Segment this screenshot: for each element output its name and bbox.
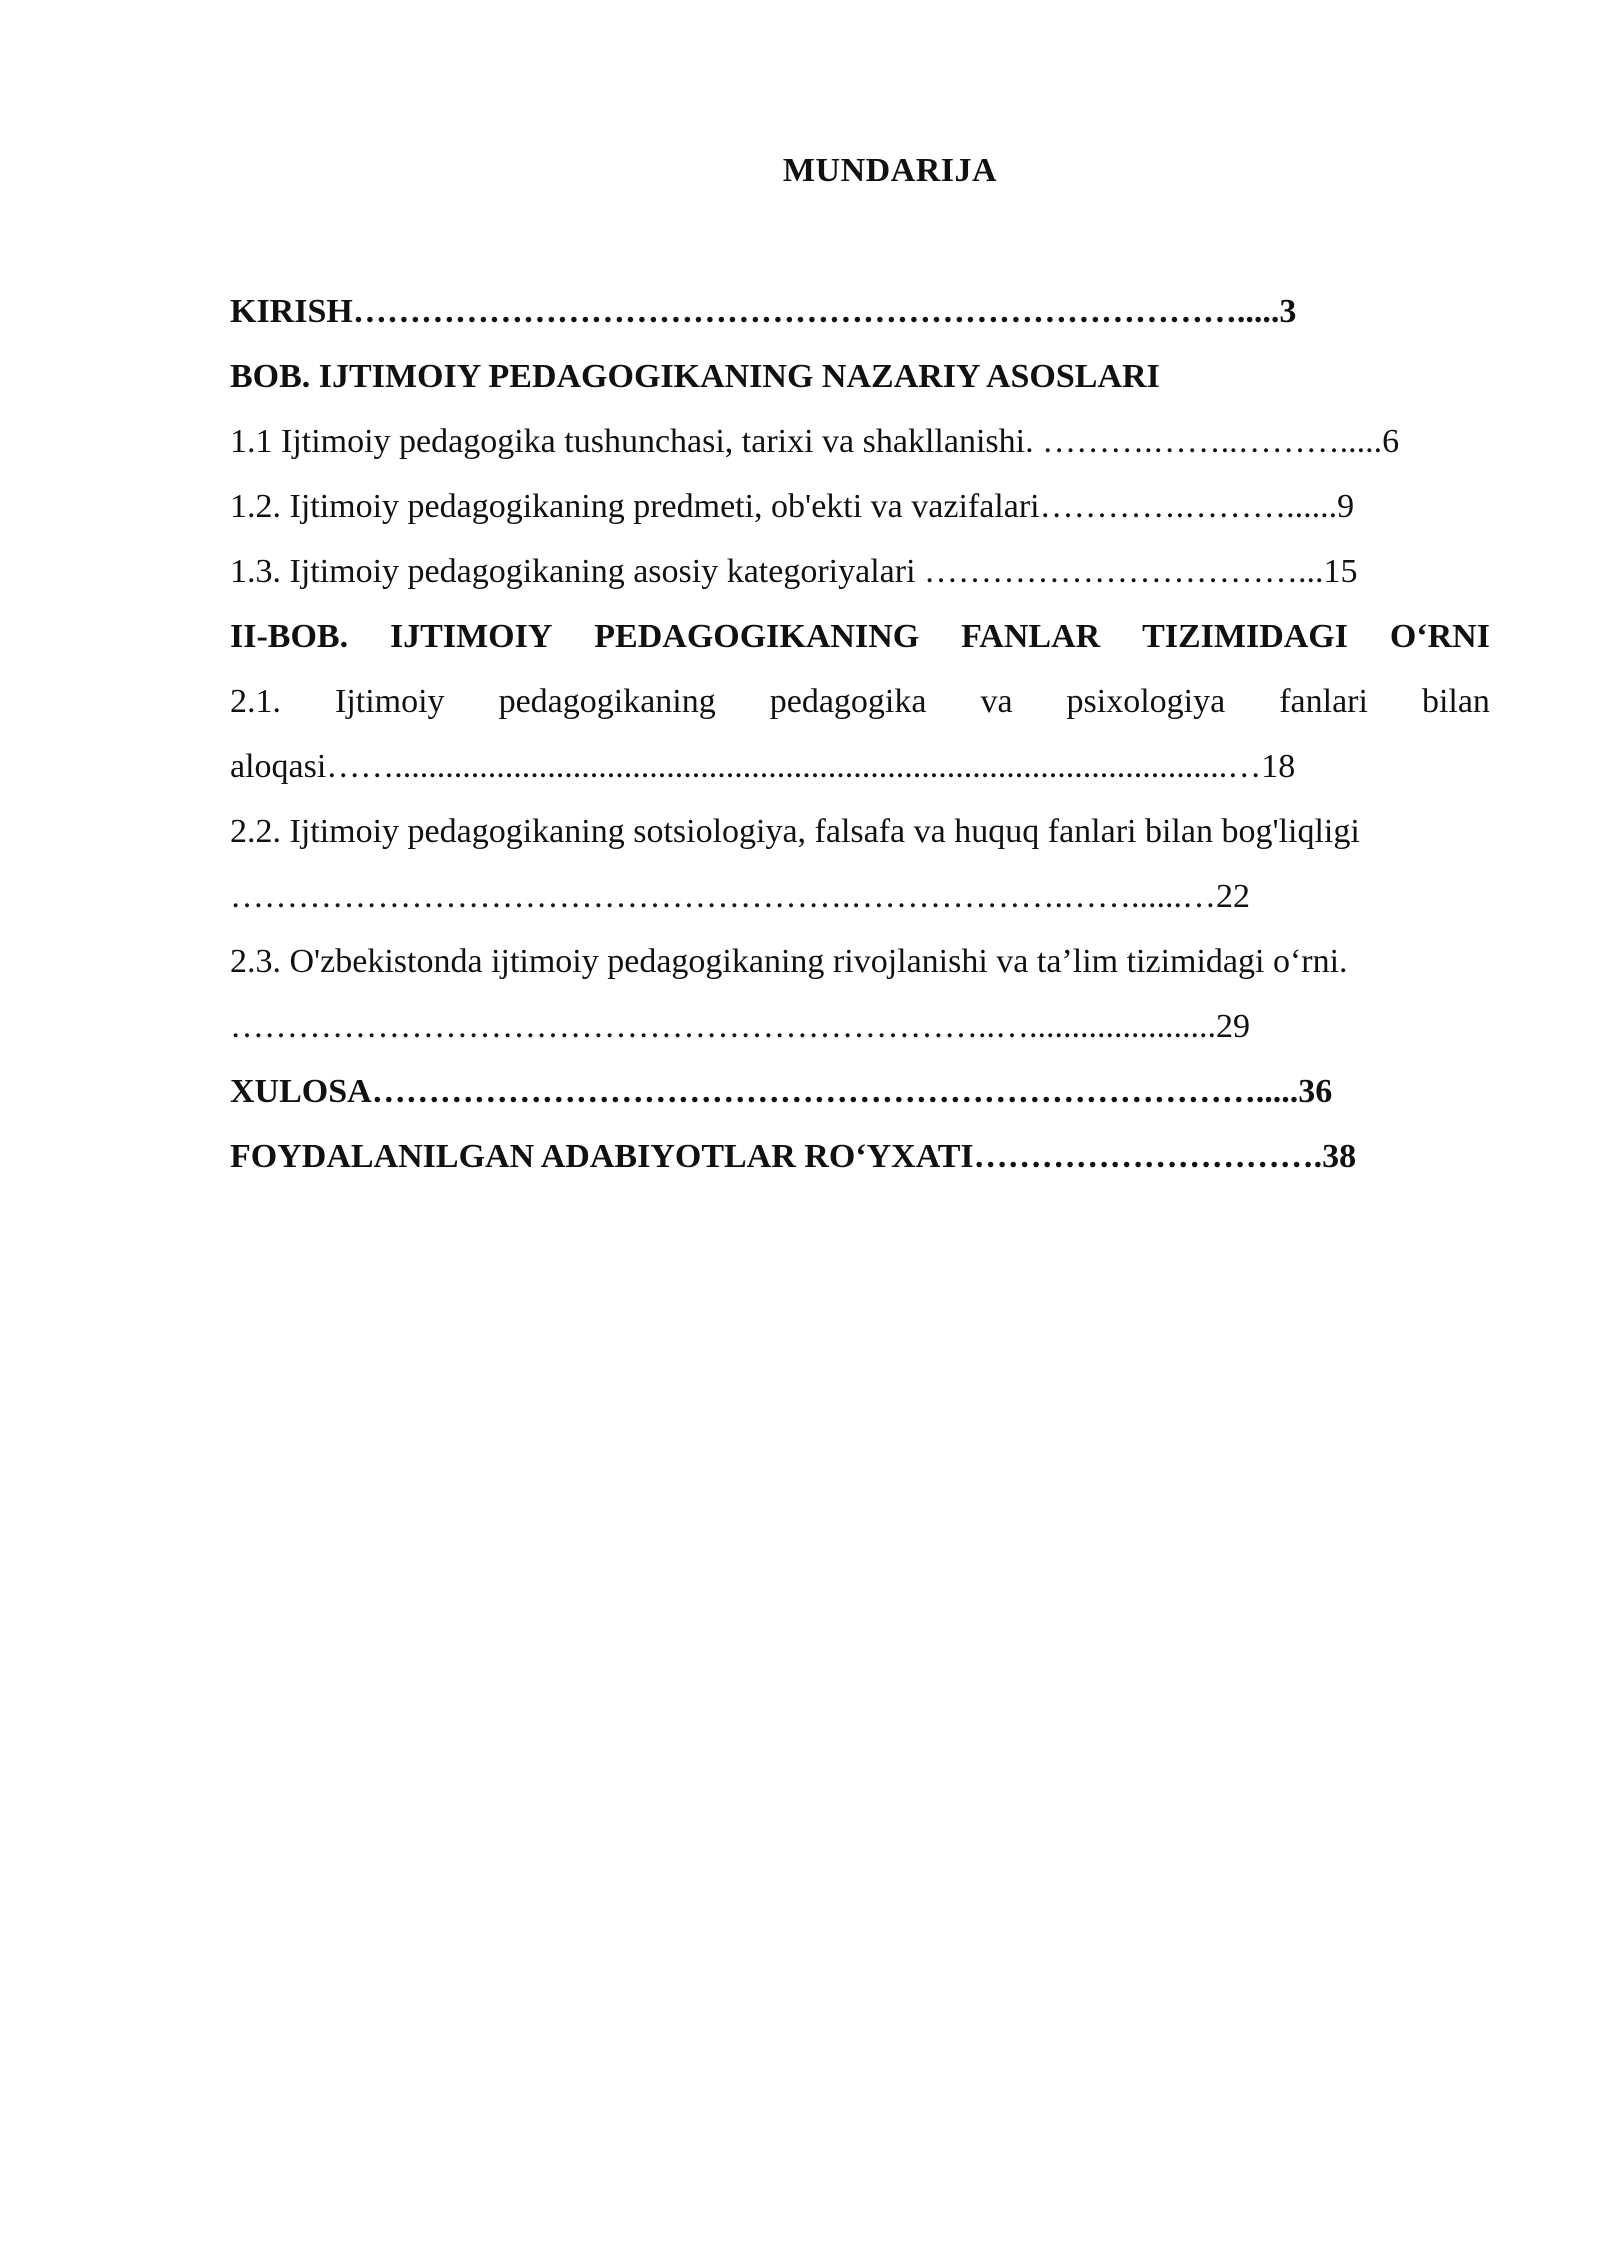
- toc-entry-bibliography: FOYDALANILGAN ADABIYOTLAR RO‘YXATI………………………….38: [230, 1138, 1357, 1175]
- entry-word: 2.1.: [230, 683, 281, 720]
- toc-entry-1-1: 1.1 Ijtimoiy pedagogika tushunchasi, tarixi va shakllanishi. ……….……..……….....6: [230, 423, 1400, 460]
- entry-word: pedagogika: [769, 683, 927, 720]
- heading-word: II-BOB.: [230, 618, 349, 655]
- page-title: MUNDARIJA: [782, 152, 998, 189]
- toc-entry-2-2-line-1: 2.2. Ijtimoiy pedagogikaning sotsiologiya, falsafa va huquq fanlari bilan bog'liqligi: [230, 813, 1360, 850]
- toc-entry-2-2-line-2: ……………………………………………….……………….……......…22: [230, 878, 1250, 915]
- heading-word: O‘RNI: [1389, 618, 1490, 655]
- toc-entry-1-2: 1.2. Ijtimoiy pedagogikaning predmeti, ob'ekti va vazifalari………….………......9: [230, 488, 1355, 525]
- heading-word: TIZIMIDAGI: [1142, 618, 1348, 655]
- heading-word: FANLAR: [961, 618, 1101, 655]
- toc-entry-xulosa: XULOSA…………………………………………………………………….....36: [230, 1073, 1333, 1110]
- toc-entry-2-3-line-2: …………………………………………………………..…......................29: [230, 1008, 1250, 1045]
- entry-word: bilan: [1421, 683, 1490, 720]
- entry-word: va: [980, 683, 1013, 720]
- toc-entry-2-1-line-2: aloqasi……..................................................................................................…18: [230, 748, 1296, 785]
- toc-entry-2-1-line-1: [230, 669, 1490, 734]
- entry-word: psixologiya: [1066, 683, 1226, 720]
- heading-word: IJTIMOIY: [389, 618, 553, 655]
- entry-word: fanlari: [1279, 683, 1368, 720]
- toc-entry-1-3: 1.3. Ijtimoiy pedagogikaning asosiy kategoriyalari ……………………………...15: [230, 553, 1358, 590]
- entry-word: pedagogikaning: [498, 683, 716, 720]
- toc-chapter-1-heading: BOB. IJTIMOIY PEDAGOGIKANING NAZARIY ASOSLARI: [230, 358, 1160, 395]
- toc-entry-2-3-line-1: 2.3. O'zbekistonda ijtimoiy pedagogikaning rivojlanishi va ta’lim tizimidagi o‘rni.: [230, 943, 1348, 980]
- toc-chapter-2-heading: [230, 604, 1490, 669]
- heading-word: PEDAGOGIKANING: [594, 618, 920, 655]
- table-of-contents: [230, 279, 1490, 1189]
- toc-entry-kirish: KIRISH…………………………………………………………………….....3: [230, 293, 1297, 330]
- entry-word: Ijtimoiy: [335, 683, 445, 720]
